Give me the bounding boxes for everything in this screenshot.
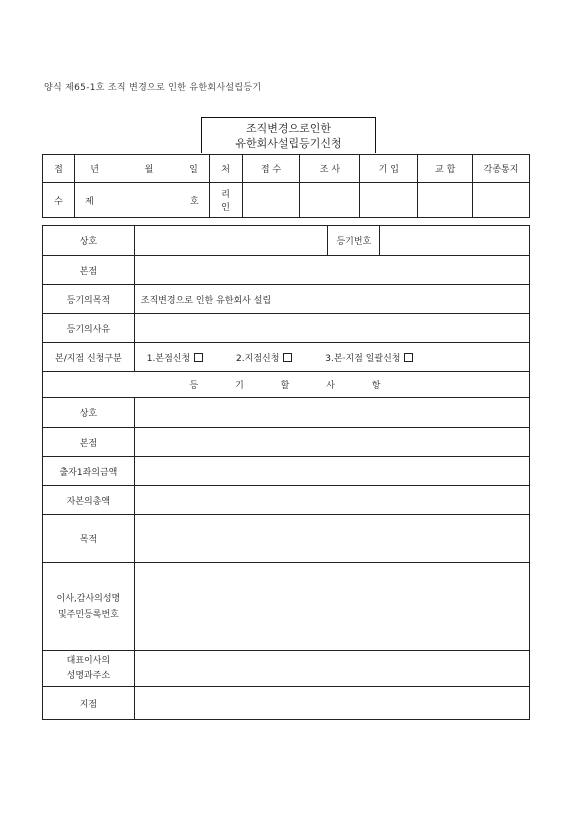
option-main-office: 1.본점신청 <box>146 353 191 364</box>
field-mokjeok[interactable] <box>134 515 529 563</box>
field-reason[interactable] <box>134 314 529 343</box>
label-representative: 대표이사의 성명과주소 <box>43 651 135 687</box>
form-label: 양식 제65-1호 조직 변경으로 인한 유한회사설립등기 <box>44 83 262 93</box>
checkbox-both[interactable] <box>404 353 413 362</box>
col-notice: 각종통지 <box>473 155 530 183</box>
receipt-number <box>74 183 209 218</box>
label-purpose: 등기의목적 <box>43 285 135 314</box>
cell-receipt[interactable] <box>242 183 300 218</box>
field-unit-amount[interactable] <box>134 457 529 486</box>
field-item-bonjeom[interactable] <box>134 428 529 457</box>
receipt-table <box>42 154 530 218</box>
receipt-su: 수 <box>43 183 75 218</box>
processor-cheo: 처 <box>209 155 242 183</box>
col-inspect: 조 사 <box>300 155 360 183</box>
je-label: 제 <box>84 196 94 207</box>
checkbox-branch[interactable] <box>283 353 292 362</box>
application-table <box>42 225 530 720</box>
cell-verify[interactable] <box>418 183 473 218</box>
label-item-sangho: 상호 <box>43 398 135 428</box>
field-purpose: 조직변경으로 인한 유한회사 설립 <box>134 285 529 314</box>
processor-riin: 리 인 <box>209 183 242 218</box>
field-registration-no[interactable] <box>380 226 530 256</box>
cell-notice[interactable] <box>473 183 530 218</box>
cell-entry[interactable] <box>360 183 418 218</box>
label-sangho: 상호 <box>43 226 135 256</box>
month-label: 월 <box>144 165 154 176</box>
field-capital-total[interactable] <box>134 486 529 515</box>
option-branch: 2.지점신청 <box>236 353 280 364</box>
label-reason: 등기의사유 <box>43 314 135 343</box>
ho-label: 호 <box>189 196 199 207</box>
field-representative[interactable] <box>134 651 529 687</box>
checkbox-main-office[interactable] <box>194 353 203 362</box>
cell-inspect[interactable] <box>300 183 360 218</box>
label-bonjeom: 본점 <box>43 256 135 285</box>
form-title-line-1: 조직변경으로인한 <box>245 122 331 135</box>
field-sangho[interactable] <box>134 226 328 256</box>
field-branch[interactable] <box>134 687 529 720</box>
receipt-jeop: 접 <box>43 155 75 183</box>
label-unit-amount: 출자1좌의금액 <box>43 457 135 486</box>
day-label: 일 <box>189 165 198 176</box>
label-branch: 지점 <box>43 687 135 720</box>
label-application-type: 본/지점 신청구분 <box>43 343 135 372</box>
year-label: 년 <box>90 165 99 176</box>
field-item-sangho[interactable] <box>134 398 529 428</box>
label-capital-total: 자본의총액 <box>43 486 135 515</box>
label-registration-no: 등기번호 <box>328 226 380 256</box>
field-application-type <box>134 343 529 372</box>
option-both: 3.본·지점 일괄신청 <box>325 353 401 364</box>
field-directors[interactable] <box>134 563 529 651</box>
label-directors: 이사,감사의성명 및주민등록번호 <box>43 563 135 651</box>
label-mokjeok: 목적 <box>43 515 135 563</box>
col-verify: 교 합 <box>418 155 473 183</box>
section-header: 등 기 할 사 항 <box>43 372 530 398</box>
col-entry: 기 입 <box>360 155 418 183</box>
col-receipt: 접 수 <box>242 155 300 183</box>
label-item-bonjeom: 본점 <box>43 428 135 457</box>
form-title <box>201 117 376 153</box>
form-title-line-2: 유한회사설립등기신청 <box>235 137 342 150</box>
receipt-date <box>74 155 209 183</box>
field-bonjeom[interactable] <box>134 256 529 285</box>
